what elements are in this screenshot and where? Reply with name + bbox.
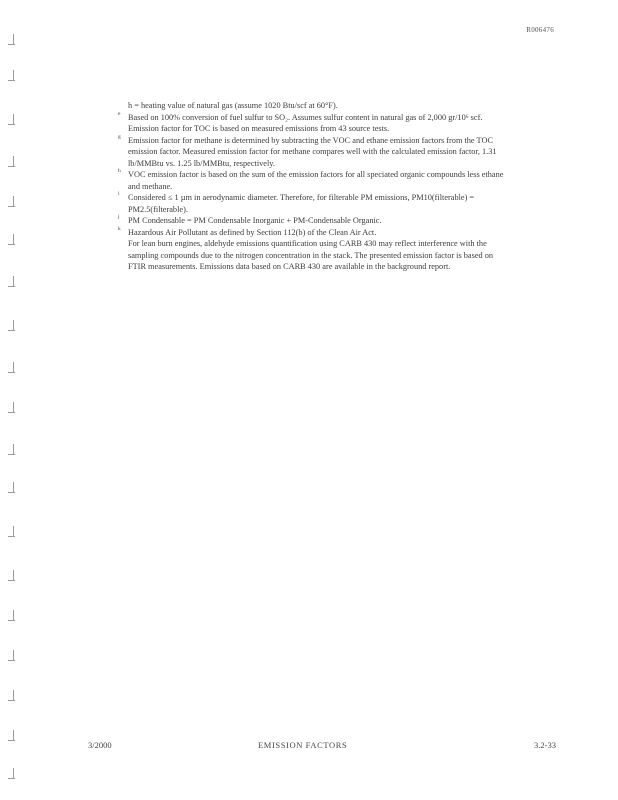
footnote	[118, 238, 510, 273]
table-footnotes	[118, 100, 510, 273]
margin-mark	[6, 196, 18, 210]
margin-mark	[6, 730, 18, 744]
margin-mark	[6, 768, 18, 782]
margin-mark	[6, 276, 18, 290]
page-footer	[88, 740, 556, 752]
footer-title: EMISSION FACTORS	[258, 740, 348, 750]
footnote-text: Hazardous Air Pollutant as defined by Section 112(b) of the Clean Air Act.	[128, 227, 377, 237]
margin-mark	[6, 650, 18, 664]
footnote	[118, 192, 510, 215]
margin-mark	[6, 362, 18, 376]
footnote-text: PM Condensable = PM Condensable Inorganic + PM-Condensable Organic.	[128, 216, 382, 225]
footnote-text: Considered ≤ 1 µm in aerodynamic diameter. Therefore, for filterable PM emissions, PM10(filterable) = PM2.5(filterable).	[128, 193, 475, 214]
footnote-marker: k	[118, 225, 121, 232]
footnote	[118, 123, 510, 135]
margin-binding-marks	[6, 30, 20, 790]
footnote-marker: j	[118, 214, 120, 220]
margin-mark	[6, 482, 18, 496]
footnote-marker: g	[118, 133, 121, 140]
margin-mark	[6, 320, 18, 334]
margin-mark	[6, 444, 18, 458]
margin-mark	[6, 70, 18, 84]
footnote-text: Based on 100% conversion of fuel sulfur to SO₂. Assumes sulfur content in natural gas of 2,000 gr/10⁶ scf.	[128, 112, 483, 122]
footnote	[118, 112, 510, 124]
margin-mark	[6, 570, 18, 584]
footnote-text: For lean burn engines, aldehyde emissions quantification using CARB 430 may reflect interference with the sampling compounds due to the nitrogen concentration in the stack. The presented emission factor is based on FTIR measurements. Emissions data based on CARB 430 are available in the background report.	[128, 239, 494, 271]
footnote	[118, 227, 510, 239]
margin-mark	[6, 526, 18, 540]
margin-mark	[6, 156, 18, 170]
document-id: R006476	[526, 26, 554, 34]
footnote-marker: e	[118, 110, 121, 117]
footnote	[118, 135, 510, 170]
margin-mark	[6, 34, 18, 48]
footnote-marker: h	[118, 168, 121, 174]
footnote-marker: i	[118, 191, 120, 197]
footnote	[118, 215, 510, 227]
margin-mark	[6, 402, 18, 416]
margin-mark	[6, 114, 18, 128]
margin-mark	[6, 234, 18, 248]
footnote-text: Emission factor for methane is determined by subtracting the VOC and ethane emission factors from the TOC emission factor. Measured emission factor for methane compares well with the calculated emission factor, 1.31 lb/MMBtu vs. 1.25 lb/MMBtu, respectively.	[128, 135, 497, 168]
margin-mark	[6, 610, 18, 624]
footnote-text: h = heating value of natural gas (assume 1020 Btu/scf at 60°F).	[128, 101, 338, 110]
footnote-text: Emission factor for TOC is based on measured emissions from 43 source tests.	[128, 124, 390, 133]
footnote	[118, 169, 510, 192]
footnote	[118, 100, 510, 112]
footnote-text: VOC emission factor is based on the sum of the emission factors for all speciated organic compounds less ethane and methane.	[128, 170, 504, 191]
margin-mark	[6, 690, 18, 704]
footer-date: 3/2000	[88, 740, 112, 750]
footer-page-number: 3.2-33	[534, 740, 556, 750]
